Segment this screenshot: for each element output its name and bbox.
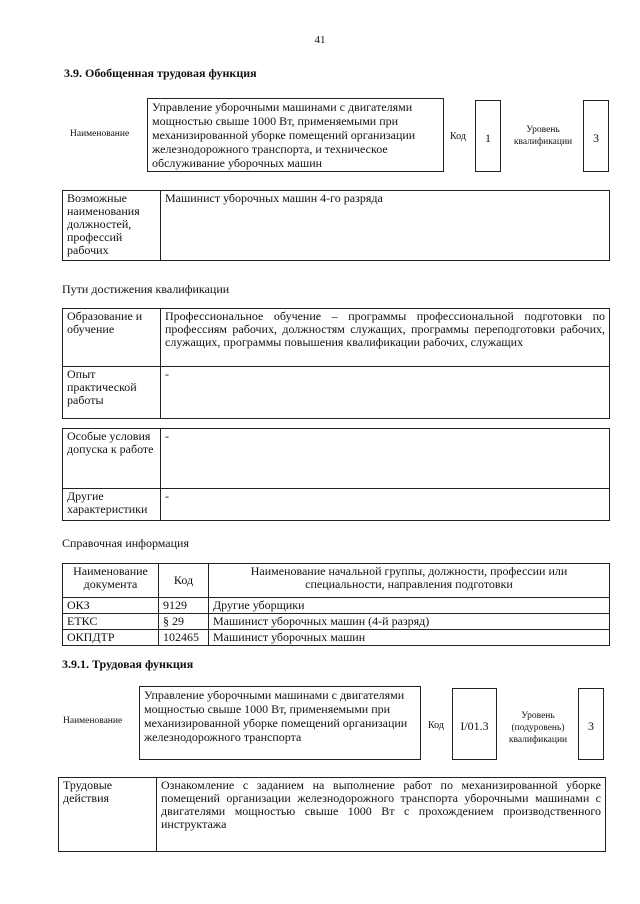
education-value: Профессиональное обучение – программы профессиональной подготовки по профессиям рабочих, должностям служащих, программы переподготовки рабочих, служащих, программы повышения квалификации рабочих, служащих <box>161 309 610 367</box>
function-name-label: Наименование <box>63 716 123 726</box>
reference-title: Справочная информация <box>62 536 189 550</box>
function-level-value: 3 <box>578 688 604 760</box>
code-value: 1 <box>475 100 501 172</box>
reference-doc-etks: ЕТКС <box>63 614 159 630</box>
name-value: Управление уборочными машинами с двигателями мощностью свыше 1000 Вт, применяемыми при механизированной уборке помещений организации железнодорожного транспорта, и техническое обслуживание уборочных машин <box>147 98 444 172</box>
positions-table <box>62 190 610 261</box>
function-code-value: I/01.3 <box>452 688 497 760</box>
education-label: Образование и обучение <box>63 309 161 367</box>
reference-code-etks: § 29 <box>159 614 209 630</box>
conditions-table <box>62 428 610 521</box>
paths-table <box>62 308 610 419</box>
paths-title: Пути достижения квалификации <box>62 282 230 296</box>
reference-doc-okpdtr: ОКПДТР <box>63 630 159 646</box>
subsection-title: 3.9.1. Трудовая функция <box>62 657 194 671</box>
reference-header-code: Код <box>159 564 209 598</box>
function-level-label: Уровень (подуровень) квалификации <box>508 711 568 745</box>
function-code-label: Код <box>428 720 444 731</box>
table-row <box>63 598 610 614</box>
positions-value: Машинист уборочных машин 4-го разряда <box>161 191 610 261</box>
reference-header-document: Наименование документа <box>63 564 159 598</box>
experience-label: Опыт практической работы <box>63 367 161 419</box>
reference-code-okpdtr: 102465 <box>159 630 209 646</box>
level-value: 3 <box>583 100 609 172</box>
section-title: 3.9. Обобщенная трудовая функция <box>64 66 257 80</box>
other-characteristics-label: Другие характеристики <box>63 489 161 521</box>
name-label: Наименование <box>70 129 130 139</box>
reference-name-okpdtr: Машинист уборочных машин <box>209 630 610 646</box>
actions-value: Ознакомление с заданием на выполнение работ по механизированной уборке помещений организации железнодорожного транспорта уборочными машинами с двигателями мощностью свыше 1000 Вт с прохождением производственного инструктажа <box>157 778 606 852</box>
actions-table <box>58 777 606 852</box>
positions-label: Возможные наименования должностей, профессий рабочих <box>63 191 161 261</box>
level-label: Уровень квалификации <box>513 125 573 147</box>
reference-code-okz: 9129 <box>159 598 209 614</box>
special-conditions-label: Особые условия допуска к работе <box>63 429 161 489</box>
reference-name-etks: Машинист уборочных машин (4-й разряд) <box>209 614 610 630</box>
table-row <box>63 614 610 630</box>
experience-value: - <box>161 367 610 419</box>
reference-name-okz: Другие уборщики <box>209 598 610 614</box>
reference-table <box>62 563 610 646</box>
page-number: 41 <box>314 34 326 46</box>
actions-label: Трудовые действия <box>59 778 157 852</box>
other-characteristics-value: - <box>161 489 610 521</box>
table-row <box>63 630 610 646</box>
code-label: Код <box>450 131 466 142</box>
reference-doc-okz: ОКЗ <box>63 598 159 614</box>
reference-header-name: Наименование начальной группы, должности, профессии или специальности, направления подготовки <box>209 564 610 598</box>
special-conditions-value: - <box>161 429 610 489</box>
function-name-value: Управление уборочными машинами с двигателями мощностью свыше 1000 Вт, применяемыми при механизированной уборке помещений организации железнодорожного транспорта <box>139 686 421 760</box>
